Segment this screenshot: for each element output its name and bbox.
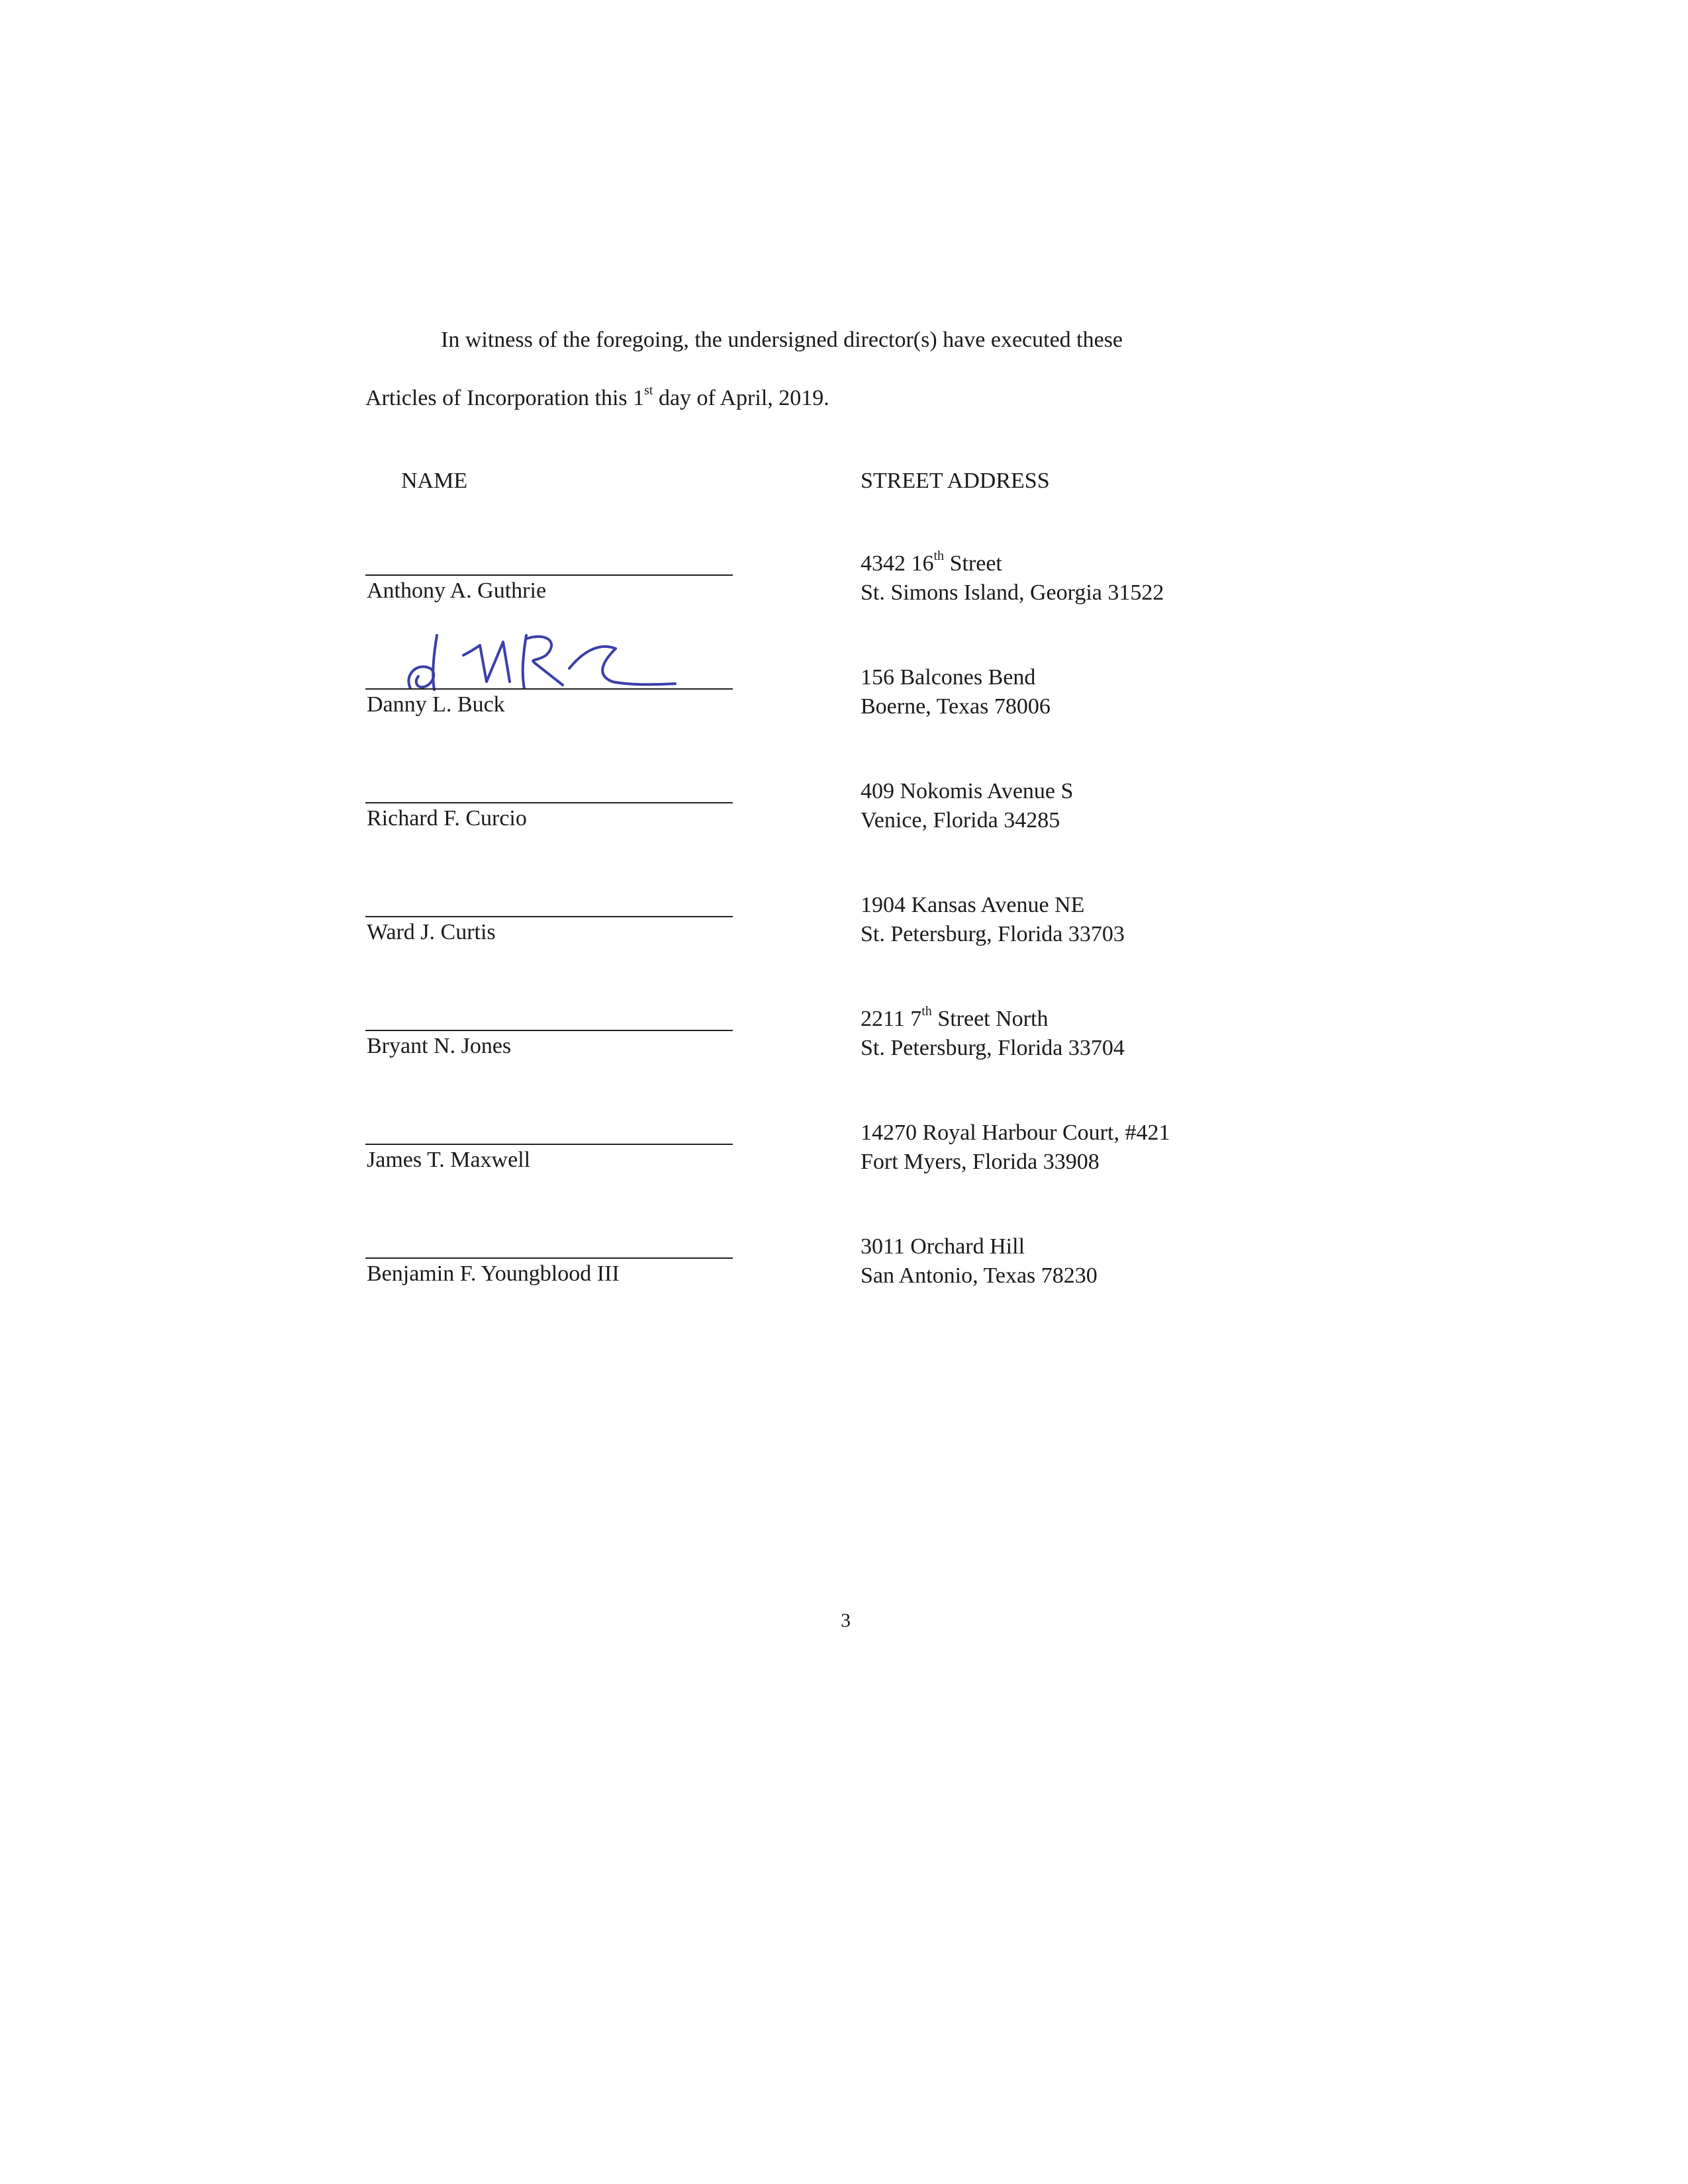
intro-line-1: In witness of the foregoing, the undersigned director(s) have executed these bbox=[441, 328, 1123, 352]
signature-line bbox=[365, 1144, 733, 1145]
handwritten-signature bbox=[371, 615, 702, 695]
intro-line-2 bbox=[365, 384, 829, 413]
address-line-1-tail: Street bbox=[944, 551, 1002, 576]
intro-ordinal-suffix: st bbox=[644, 383, 653, 398]
address-line-1: 1904 Kansas Avenue NE bbox=[861, 893, 1085, 917]
address-line-2: St. Petersburg, Florida 33703 bbox=[861, 922, 1125, 946]
intro-line-2-tail: day of April, 2019. bbox=[653, 386, 829, 410]
director-address bbox=[861, 1232, 1098, 1291]
signature-line bbox=[365, 574, 733, 576]
address-line-1 bbox=[861, 549, 1164, 578]
address-line-1: 409 Nokomis Avenue S bbox=[861, 779, 1074, 803]
address-line-2: Venice, Florida 34285 bbox=[861, 808, 1060, 833]
page-number: 3 bbox=[841, 1610, 851, 1631]
director-address bbox=[861, 663, 1051, 721]
address-line-2: Boerne, Texas 78006 bbox=[861, 694, 1051, 719]
address-line-1: 156 Balcones Bend bbox=[861, 665, 1036, 690]
director-row bbox=[0, 1224, 1688, 1310]
director-address bbox=[861, 1005, 1125, 1063]
address-column-header: STREET ADDRESS bbox=[861, 469, 1050, 493]
director-row bbox=[0, 1111, 1688, 1197]
director-name: Anthony A. Guthrie bbox=[367, 578, 547, 603]
director-row bbox=[0, 997, 1688, 1083]
director-name: James T. Maxwell bbox=[367, 1148, 531, 1172]
address-line-1-tail: Street North bbox=[931, 1007, 1049, 1031]
director-row bbox=[0, 655, 1688, 741]
address-line-1-text: 2211 7 bbox=[861, 1007, 922, 1031]
director-row bbox=[0, 769, 1688, 855]
director-name: Danny L. Buck bbox=[367, 692, 505, 717]
signature-line bbox=[365, 1257, 733, 1259]
address-line-1-text: 4342 16 bbox=[861, 551, 934, 576]
signature-line bbox=[365, 688, 733, 690]
signature-line bbox=[365, 1030, 733, 1031]
address-line-2: San Antonio, Texas 78230 bbox=[861, 1263, 1098, 1288]
director-address bbox=[861, 1118, 1170, 1177]
director-name: Bryant N. Jones bbox=[367, 1034, 512, 1058]
director-address bbox=[861, 549, 1164, 608]
intro-line-2-text: Articles of Incorporation this 1 bbox=[365, 386, 645, 410]
director-address bbox=[861, 777, 1073, 835]
director-name: Benjamin F. Youngblood III bbox=[367, 1261, 620, 1286]
name-column-header: NAME bbox=[401, 469, 468, 493]
director-row bbox=[0, 883, 1688, 969]
director-name: Ward J. Curtis bbox=[367, 920, 496, 944]
director-address bbox=[861, 891, 1125, 949]
director-row bbox=[0, 541, 1688, 627]
address-line-2: Fort Myers, Florida 33908 bbox=[861, 1150, 1100, 1174]
address-line-2: St. Simons Island, Georgia 31522 bbox=[861, 580, 1164, 605]
address-ordinal-suffix: th bbox=[921, 1003, 932, 1019]
address-line-2: St. Petersburg, Florida 33704 bbox=[861, 1036, 1125, 1060]
address-line-1 bbox=[861, 1005, 1125, 1034]
signature-line bbox=[365, 916, 733, 917]
signature-line bbox=[365, 802, 733, 803]
address-ordinal-suffix: th bbox=[933, 548, 945, 563]
address-line-1: 14270 Royal Harbour Court, #421 bbox=[861, 1120, 1170, 1145]
director-name: Richard F. Curcio bbox=[367, 806, 527, 831]
address-line-1: 3011 Orchard Hill bbox=[861, 1234, 1025, 1259]
